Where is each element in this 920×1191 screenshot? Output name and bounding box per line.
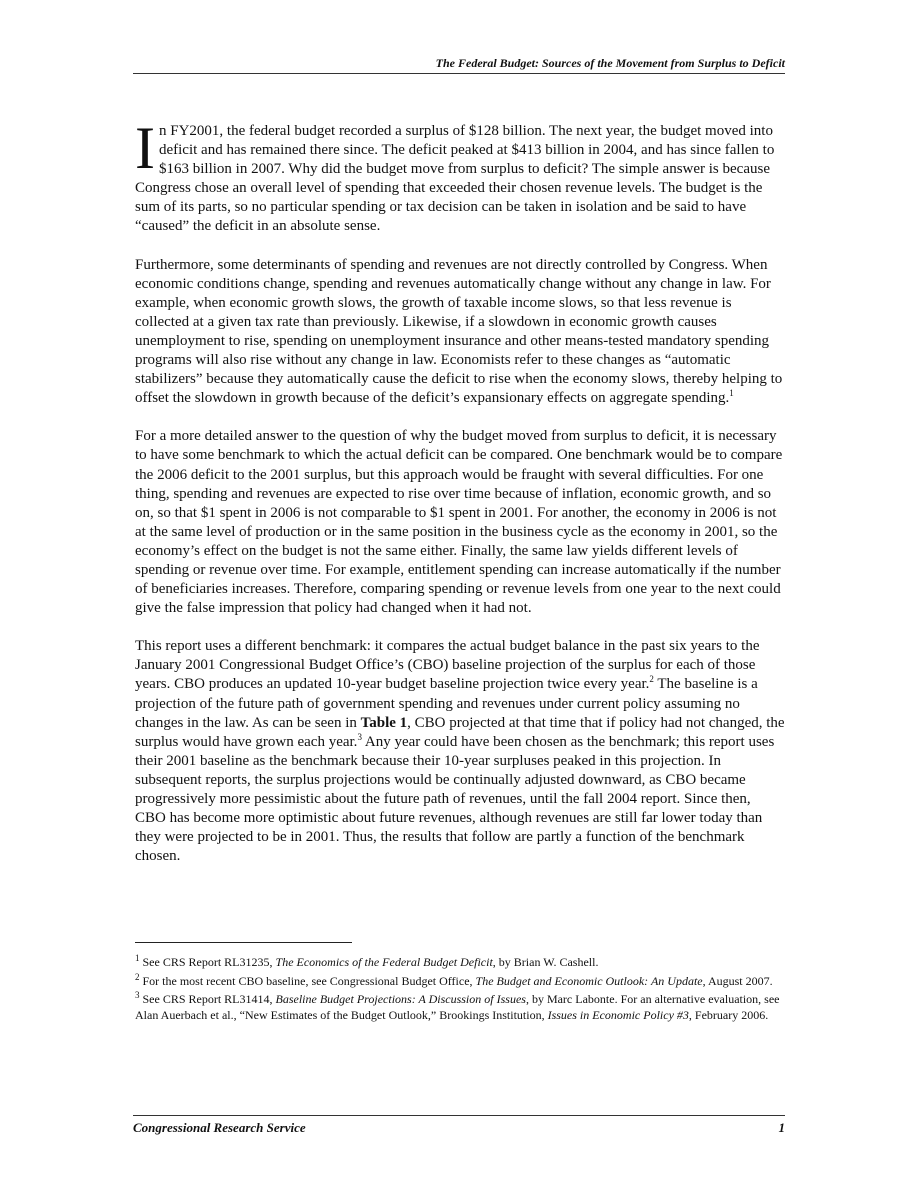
paragraph-3-text: For a more detailed answer to the question of why the budget moved from surplus to deficit, it is necessary to have some benchmark to which the actual deficit can be compared. One benchmark would be to compare the 2006 deficit to the 2001 surplus, but this approach would be fraught with several difficulties. For one thing, spending and revenues are expected to rise over time because of inflation, economic growth, and so on, so that $1 spent in 2006 is not comparable to $1 spent in 2001. For another, the economy in 2006 is not at the same level of production or in the same position in the business cycle as the economy in 2001, so the economy’s effect on the budget is not the same either. Finally, the same law yields different levels of spending or revenue over time. For example, entitlement spending can increase automatically if the number of beneficiaries increases. Therefore, comparing spending or revenue levels from one year to the next could give the false impression that policy had changed when it had not. bbox=[135, 428, 783, 617]
footnote-1-text-b: , by Brian W. Cashell. bbox=[492, 955, 599, 969]
footnotes bbox=[135, 955, 783, 1026]
paragraph-2-text: Furthermore, some determinants of spending and revenues are not directly controlled by Congress. When economic conditions change, spending and revenues automatically change without any change in law. For example, when economic growth slows, the growth of taxable income slows, so that less revenue is collected at a given tax rate than previously. Likewise, if a slowdown in economic growth causes unemployment to rise, spending on unemployment insurance and other means-tested mandatory spending programs will also rise without any change in law. Economists refer to these changes as “automatic stabilizers” because they automatically cause the deficit to rise when the economy slows, thereby helping to offset the slowdown in growth because of the deficit’s expansionary effects on aggregate spending. bbox=[135, 256, 783, 407]
footnote-2-text-b: , August 2007. bbox=[702, 973, 773, 988]
footnote-1-title: The Economics of the Federal Budget Deficit bbox=[275, 955, 493, 969]
footnote-ref-2[interactable]: 2 bbox=[649, 674, 654, 685]
paragraph-2 bbox=[135, 256, 785, 409]
paragraph-3 bbox=[135, 427, 785, 618]
footnote-divider bbox=[135, 942, 352, 943]
page-number: 1 bbox=[778, 1120, 785, 1135]
table-1-reference[interactable]: Table 1 bbox=[360, 714, 408, 731]
footnote-2-text-a: For the most recent CBO baseline, see Congressional Budget Office, bbox=[139, 973, 476, 988]
footnote-3-text-a: See CRS Report RL31414, bbox=[139, 992, 276, 1006]
running-header: The Federal Budget: Sources of the Movement from Surplus to Deficit bbox=[133, 56, 785, 74]
footnote-3 bbox=[135, 992, 783, 1023]
footnote-3-title: Baseline Budget Projections: A Discussion of Issues bbox=[275, 992, 526, 1006]
footnote-ref-1[interactable]: 1 bbox=[729, 388, 734, 399]
footnote-1-number: 1 bbox=[135, 953, 140, 963]
paragraph-4-text-a: This report uses a different benchmark: it compares the actual budget balance in the past six years to the January 2001 Congressional Budget Office’s (CBO) baseline projection of the surplus for each of those years. CBO produces an updated 10-year budget baseline projection twice every year. bbox=[135, 638, 760, 693]
footnote-1 bbox=[135, 955, 783, 971]
paragraph-4 bbox=[135, 637, 785, 866]
body-text bbox=[135, 115, 785, 885]
paragraph-4-text-c: , CBO projected at that time that if policy had not changed, the surplus would have grown each year. bbox=[135, 714, 785, 750]
footnote-2 bbox=[135, 971, 783, 990]
paragraph-4-text-b: The baseline is a projection of the future path of government spending and revenues under current policy assuming no changes in the law. As can be seen in bbox=[135, 676, 758, 731]
footnote-1-text-a: See CRS Report RL31235, bbox=[139, 955, 276, 969]
paragraph-1 bbox=[135, 115, 785, 237]
paragraph-1-text: n FY2001, the federal budget recorded a surplus of $128 billion. The next year, the budget moved into deficit and has remained there since. The deficit peaked at $413 billion in 2004, and has since fallen to $163 billion in 2007. Why did the budget move from surplus to deficit? The simple answer is because Congress chose an overall level of spending that exceeded their chosen revenue levels. The budget is the sum of its parts, so no particular spending or tax decision can be taken in isolation and be said to have “caused” the deficit in an absolute sense. bbox=[135, 123, 775, 235]
footnote-2-title: The Budget and Economic Outlook: An Update bbox=[475, 973, 703, 988]
running-footer bbox=[133, 1115, 785, 1136]
drop-cap: I bbox=[135, 115, 155, 181]
footnote-3-text-b: , by Marc Labonte. For an alternative evaluation, see Alan Auerbach et al., “New Estimates of the Budget Outlook,” Brookings Institution, bbox=[135, 992, 780, 1022]
paragraph-4-text-d: Any year could have been chosen as the benchmark; this report uses their 2001 baseline as the benchmark because their 10-year surpluses peaked in this projection. In subsequent reports, the surplus projections would be continually adjusted downward, as CBO became progressively more pessimistic about the future path of revenues, until the fall 2004 report. Since then, CBO has become more optimistic about future revenues, although revenues are still far lower today than they were projected to be in 2001. Thus, the results that follow are partly a function of the benchmark chosen. bbox=[135, 733, 775, 865]
footnote-ref-3[interactable]: 3 bbox=[357, 731, 362, 742]
footnote-2-number: 2 bbox=[135, 971, 140, 982]
footnote-3-title-2: Issues in Economic Policy #3 bbox=[547, 1007, 689, 1022]
footnote-3-text-c: , February 2006. bbox=[688, 1007, 769, 1022]
footnote-3-number: 3 bbox=[135, 990, 140, 1000]
footer-source: Congressional Research Service bbox=[133, 1120, 306, 1135]
